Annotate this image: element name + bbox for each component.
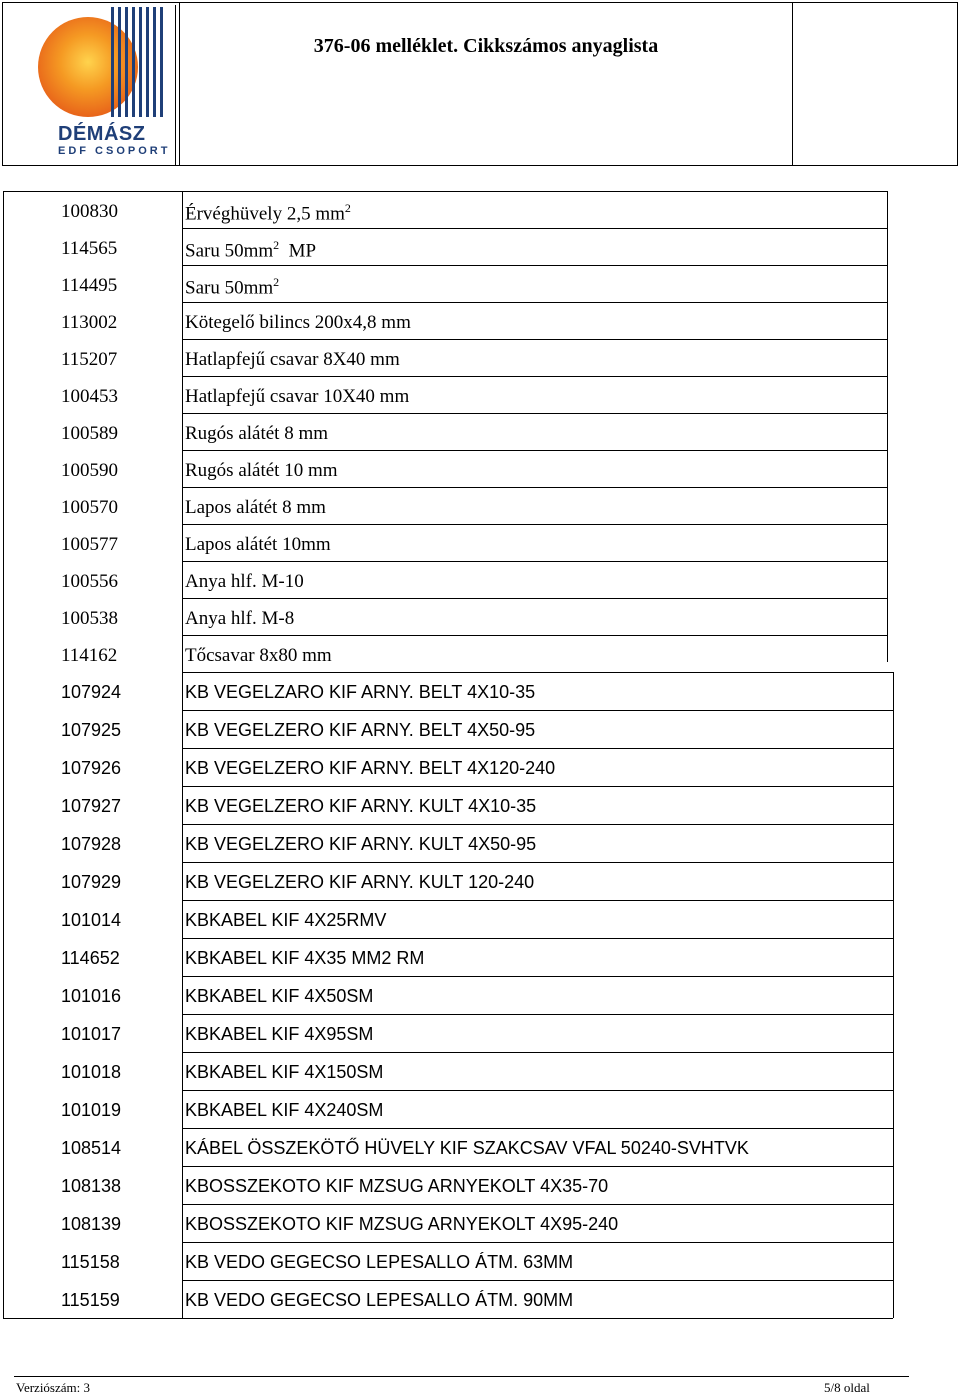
item-code: 107925 (61, 720, 122, 740)
table-row (3, 339, 893, 376)
item-code: 113002 (61, 312, 118, 333)
item-code: 108139 (61, 1214, 122, 1234)
item-description (185, 1176, 608, 1197)
row-divider (182, 561, 887, 562)
item-description (185, 1100, 383, 1121)
item-description (185, 534, 331, 556)
item-code: 107924 (61, 682, 122, 702)
page-number: 5/8 oldal (824, 1380, 870, 1395)
row-divider (182, 862, 893, 863)
table-row (3, 524, 893, 561)
item-description (185, 645, 332, 667)
item-code: 100830 (61, 201, 118, 222)
item-description (185, 1138, 749, 1159)
item-description (185, 349, 400, 371)
item-code: 108514 (61, 1138, 122, 1158)
item-code: 100453 (61, 386, 118, 407)
item-description-text: KB VEGELZERO KIF ARNY. KULT 120-240 (185, 872, 535, 892)
item-description (185, 910, 386, 931)
footer-divider (14, 1376, 909, 1377)
document-header (2, 2, 958, 166)
unit-superscript: 2 (273, 275, 280, 289)
item-code: 107926 (61, 758, 122, 778)
item-description-text: Lapos alátét 8 mm (185, 497, 326, 518)
row-divider (182, 487, 887, 488)
item-description-text: KB VEGELZERO KIF ARNY. KULT 4X50-95 (185, 834, 537, 854)
row-divider (182, 339, 887, 340)
item-code: 100538 (61, 608, 118, 629)
item-description-text: KB VEGELZERO KIF ARNY. BELT 4X50-95 (185, 720, 536, 740)
table-row (3, 1242, 893, 1280)
table-row (3, 1128, 893, 1166)
item-description-text: Saru 50mm (185, 240, 274, 262)
item-description-text: Anya hlf. M-8 (185, 608, 295, 629)
item-description (185, 201, 351, 225)
item-description-text: KBKABEL KIF 4X35 MM2 RM (185, 948, 425, 968)
item-description (185, 386, 409, 408)
item-description-text: KBKABEL KIF 4X95SM (185, 1024, 374, 1044)
item-description (185, 720, 535, 741)
row-divider (182, 824, 893, 825)
row-divider (182, 1128, 893, 1129)
item-code: 100570 (61, 497, 118, 518)
row-divider (182, 228, 887, 229)
table-top-border (3, 191, 887, 192)
table-row (3, 824, 893, 862)
item-description (185, 571, 304, 593)
item-description-text: KBKABEL KIF 4X150SM (185, 1062, 384, 1082)
item-description (185, 1024, 373, 1045)
unit-superscript: 2 (273, 238, 280, 252)
logo-wordmark: DÉMÁSZ (58, 123, 146, 145)
table-right-border-lower (893, 672, 894, 1318)
item-description-text: Érvéghüvely 2,5 mm (185, 203, 345, 225)
item-description-text: KBKABEL KIF 4X50SM (185, 986, 374, 1006)
document-title: 376-06 melléklet. Cikkszámos anyaglista (313, 35, 659, 57)
table-left-border (3, 191, 4, 1318)
row-divider (182, 598, 887, 599)
table-row (3, 976, 893, 1014)
row-divider (182, 672, 893, 673)
item-code: 108138 (61, 1176, 122, 1196)
row-divider (182, 1242, 893, 1243)
item-description (185, 423, 328, 445)
item-description (185, 682, 535, 703)
table-row (3, 786, 893, 824)
item-code: 107929 (61, 872, 122, 892)
table-row (3, 302, 893, 339)
item-description (185, 312, 411, 334)
row-divider (182, 786, 893, 787)
item-description-text: KB VEGELZERO KIF ARNY. KULT 4X10-35 (185, 796, 537, 816)
item-code: 115207 (61, 349, 118, 370)
item-description (185, 608, 294, 630)
table-row (3, 487, 893, 524)
table-row (3, 265, 893, 302)
item-description (185, 275, 279, 299)
table-row (3, 1166, 893, 1204)
table-row (3, 413, 893, 450)
table-row (3, 376, 893, 413)
item-code: 114565 (61, 238, 118, 259)
item-code: 115158 (61, 1252, 120, 1272)
row-divider (182, 265, 887, 266)
item-description-text: Hatlapfejű csavar 8X40 mm (185, 349, 400, 370)
item-description (185, 1252, 573, 1273)
table-row (3, 938, 893, 976)
table-row (3, 748, 893, 786)
row-divider (182, 938, 893, 939)
item-code: 114652 (61, 948, 120, 968)
row-divider (182, 748, 893, 749)
item-code: 114162 (61, 645, 118, 666)
item-description-text: KB VEDO GEGECSO LEPESALLO ÁTM. 63MM (185, 1252, 574, 1272)
unit-superscript: 2 (344, 201, 351, 215)
table-row (3, 191, 893, 228)
logo-tagline: EDF CSOPORT (58, 145, 171, 157)
item-description-text: KBKABEL KIF 4X240SM (185, 1100, 384, 1120)
table-row (3, 1204, 893, 1242)
table-right-border (887, 191, 888, 662)
table-row (3, 450, 893, 487)
item-description-text: Lapos alátét 10mm (185, 534, 331, 555)
item-code: 114495 (61, 275, 118, 296)
item-code: 101016 (61, 986, 122, 1006)
table-row (3, 710, 893, 748)
item-description-text: KBOSSZEKOTO KIF MZSUG ARNYEKOLT 4X95-240 (185, 1214, 619, 1234)
item-description-text: Anya hlf. M-10 (185, 571, 304, 592)
item-description (185, 834, 536, 855)
row-divider (182, 900, 893, 901)
item-description-text: Rugós alátét 10 mm (185, 460, 338, 481)
item-code: 107927 (61, 796, 122, 816)
item-code: 100577 (61, 534, 118, 555)
company-logo (16, 5, 176, 165)
table-row (3, 598, 893, 635)
item-description-text: KBOSSZEKOTO KIF MZSUG ARNYEKOLT 4X35-70 (185, 1176, 609, 1196)
item-description-text: KB VEGELZARO KIF ARNY. BELT 4X10-35 (185, 682, 536, 702)
table-row (3, 1052, 893, 1090)
item-code: 100590 (61, 460, 118, 481)
item-description (185, 758, 555, 779)
item-description-text: Kötegelő bilincs 200x4,8 mm (185, 312, 411, 333)
version-label: Verziószám: 3 (16, 1380, 91, 1395)
item-code: 101014 (61, 910, 122, 930)
row-divider (182, 302, 887, 303)
table-row (3, 900, 893, 938)
item-code: 101018 (61, 1062, 122, 1082)
row-divider (182, 450, 887, 451)
row-divider (182, 524, 887, 525)
row-divider (182, 1204, 893, 1205)
item-description-text: Rugós alátét 8 mm (185, 423, 329, 444)
item-description-text: KÁBEL ÖSSZEKÖTŐ HÜVELY KIF SZAKCSAV VFAL 50240-SVHTVK (185, 1138, 749, 1158)
table-row (3, 1280, 893, 1318)
row-divider (182, 1166, 893, 1167)
table-row (3, 862, 893, 900)
item-description (185, 948, 424, 969)
item-code: 100556 (61, 571, 118, 592)
table-row (3, 1090, 893, 1128)
item-code: 100589 (61, 423, 118, 444)
table-row (3, 228, 893, 265)
item-description-suffix: MP (279, 240, 317, 262)
column-divider (182, 191, 183, 1318)
item-description-text: KB VEGELZERO KIF ARNY. BELT 4X120-240 (185, 758, 556, 778)
item-description (185, 986, 373, 1007)
row-divider (182, 1052, 893, 1053)
item-description-text: Hatlapfejű csavar 10X40 mm (185, 386, 410, 407)
header-title-cell (179, 3, 793, 165)
row-divider (182, 1090, 893, 1091)
row-divider (182, 413, 887, 414)
item-code: 107928 (61, 834, 122, 854)
row-divider (182, 710, 893, 711)
table-row (3, 635, 893, 672)
item-description (185, 1214, 618, 1235)
item-code: 101017 (61, 1024, 122, 1044)
row-divider (182, 376, 887, 377)
table-row (3, 561, 893, 598)
item-description (185, 872, 534, 893)
item-description (185, 460, 338, 482)
item-description (185, 497, 326, 519)
row-divider (3, 1318, 893, 1319)
table-row (3, 1014, 893, 1052)
item-description (185, 238, 316, 262)
row-divider (182, 1280, 893, 1281)
item-description (185, 796, 536, 817)
item-description-text: Tőcsavar 8x80 mm (185, 645, 332, 666)
row-divider (182, 1014, 893, 1015)
item-description (185, 1062, 383, 1083)
row-divider (182, 976, 893, 977)
item-description-text: KBKABEL KIF 4X25RMV (185, 910, 387, 930)
item-description-text: KB VEDO GEGECSO LEPESALLO ÁTM. 90MM (185, 1290, 574, 1310)
item-code: 115159 (61, 1290, 120, 1310)
item-description (185, 1290, 573, 1311)
item-description-text: Saru 50mm (185, 277, 274, 299)
table-row (3, 672, 893, 710)
item-code: 101019 (61, 1100, 122, 1120)
row-divider (182, 635, 887, 636)
